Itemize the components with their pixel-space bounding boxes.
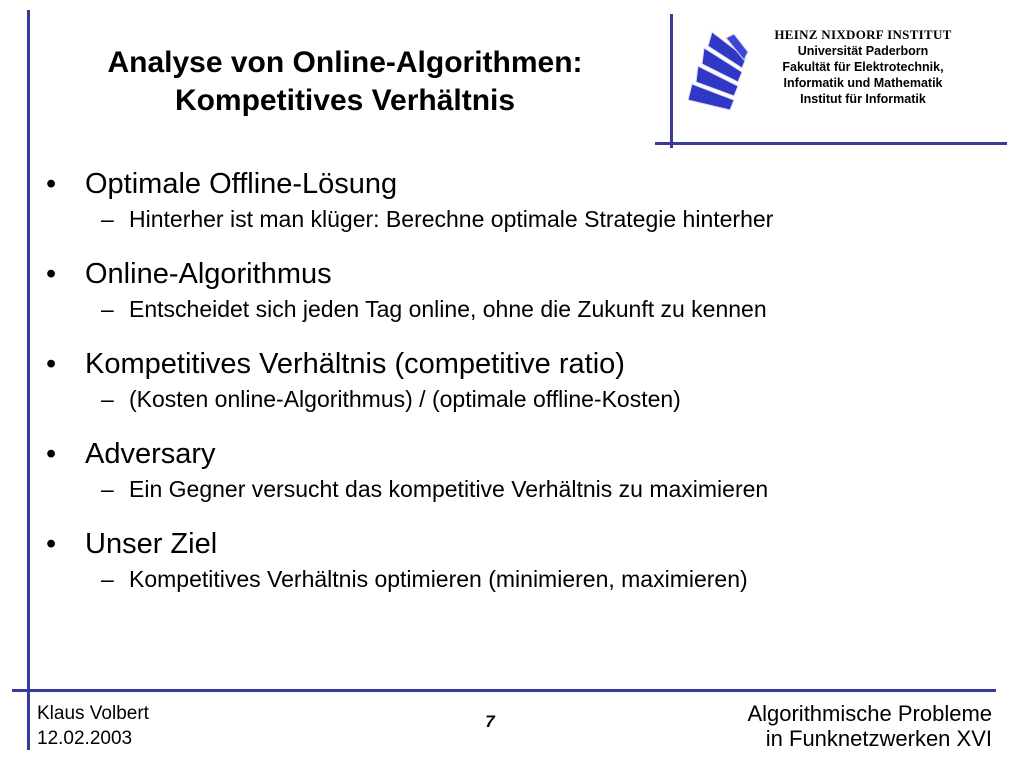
sub-bullet-text: Hinterher ist man klüger: Berechne optimale Strategie hinterher [129,206,774,232]
bullet-text: Unser Ziel [85,528,218,560]
bullet-marker: • [46,438,57,470]
bullet-marker: • [46,168,57,200]
footer-author-block [37,701,149,751]
bullet-text: Kompetitives Verhältnis (competitive ratio) [85,348,625,380]
bullet-item [44,344,984,384]
institute-line: Institut für Informatik [800,92,926,106]
page-number: 7 [485,712,495,731]
course-title-line-2: in Funknetzwerken XVI [765,726,992,751]
sub-bullet-item [44,384,984,414]
footer-course-block [747,701,992,751]
bullet-list [44,164,984,614]
author-name: Klaus Volbert [37,703,149,724]
institute-line: Universität Paderborn [797,44,929,58]
institute-line: Informatik und Mathematik [783,76,943,90]
bullet-text: Optimale Offline-Lösung [85,168,398,200]
dash-marker: – [101,476,114,502]
institute-name: HEINZ NIXDORF INSTITUT [774,27,952,42]
bullet-item [44,434,984,474]
dash-marker: – [101,386,114,412]
bullet-marker: • [46,348,57,380]
sub-bullet-item [44,474,984,504]
dash-marker: – [101,566,114,592]
sub-bullet-text: (Kosten online-Algorithmus) / (optimale offline-Kosten) [129,386,681,412]
bullet-item [44,164,984,204]
university-logo-icon [686,30,750,112]
sub-bullet-item [44,204,984,234]
left-divider-line [27,10,30,750]
header-divider-vertical [670,14,673,148]
bullet-item [44,254,984,294]
sub-bullet-text: Ein Gegner versucht das kompetitive Verhältnis zu maximieren [129,476,769,502]
sub-bullet-item [44,564,984,594]
course-title-line-1: Algorithmische Probleme [747,701,992,726]
sub-bullet-item [44,294,984,324]
bullet-text: Online-Algorithmus [85,258,332,290]
bullet-marker: • [46,258,57,290]
sub-bullet-text: Entscheidet sich jeden Tag online, ohne die Zukunft zu kennen [129,296,767,322]
institute-block [752,27,974,107]
slide-title-line-1: Analyse von Online-Algorithmen: [107,46,583,79]
bullet-text: Adversary [85,438,216,470]
footer-divider-line [12,689,996,692]
dash-marker: – [101,296,114,322]
dash-marker: – [101,206,114,232]
slide-title [40,44,650,120]
bullet-item [44,524,984,564]
slide-title-line-2: Kompetitives Verhältnis [174,84,516,117]
bullet-marker: • [46,528,57,560]
presentation-date: 12.02.2003 [37,728,133,749]
sub-bullet-text: Kompetitives Verhältnis optimieren (minimieren, maximieren) [129,566,748,592]
institute-line: Fakultät für Elektrotechnik, [782,60,944,74]
header-divider-horizontal [655,142,1007,145]
